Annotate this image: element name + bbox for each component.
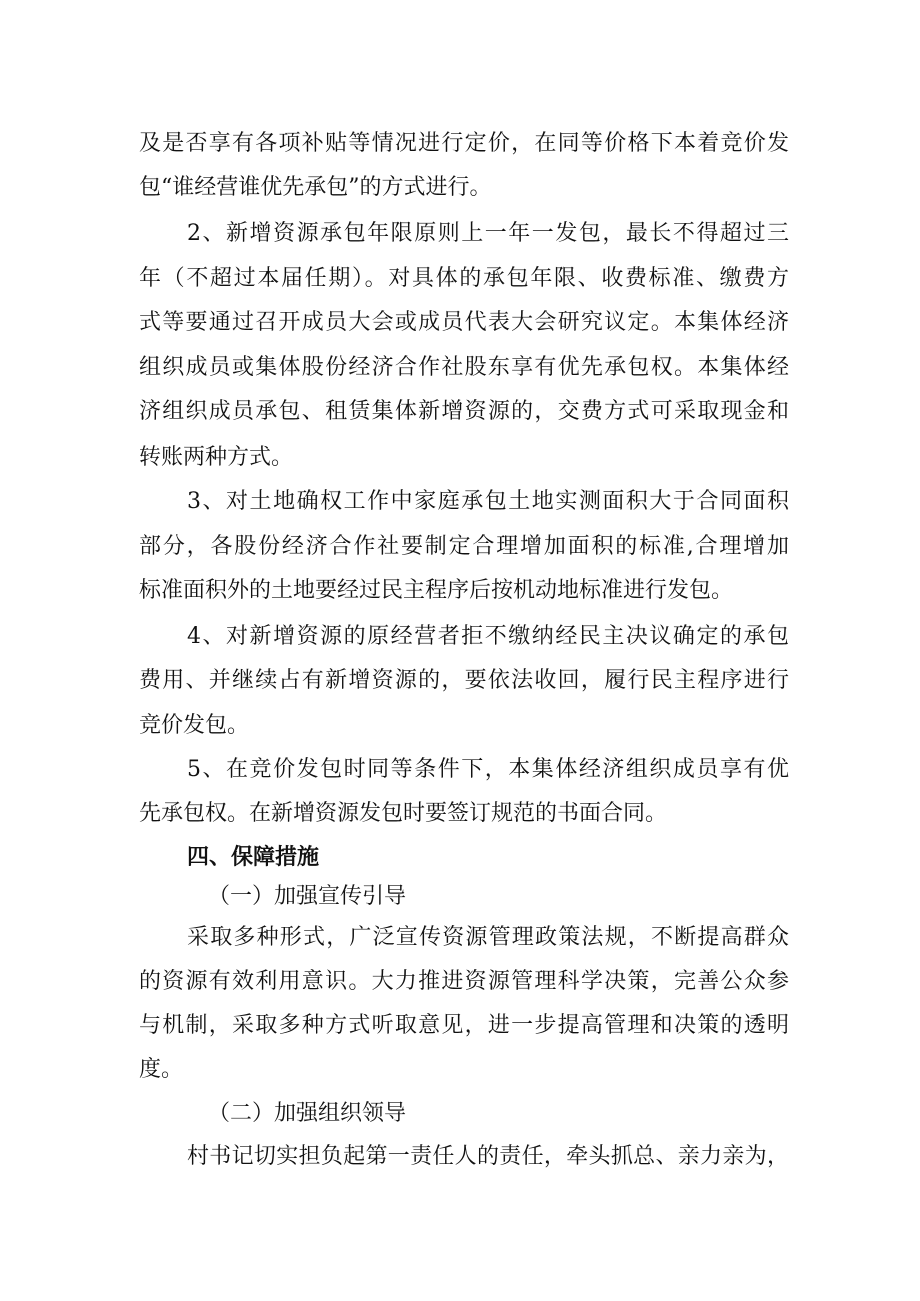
- paragraph-line: 2、新增资源承包年限原则上一年一发包，最长不得超过三: [187, 221, 789, 246]
- paragraph-line: 3、对土地确权工作中家庭承包土地实测面积大于合同面积: [187, 489, 789, 514]
- paragraph-line: 的资源有效利用意识。大力推进资源管理科学决策，完善公众参: [139, 969, 789, 994]
- paragraph-line: 及是否享有各项补贴等情况进行定价，在同等价格下本着竞价发: [139, 131, 789, 156]
- paragraph-line: 5、在竞价发包时同等条件下，本集体经济组织成员享有优: [187, 757, 789, 782]
- subsection-heading: （二）加强组织领导: [208, 1101, 407, 1126]
- paragraph-line: 转账两种方式。: [139, 445, 294, 470]
- paragraph-line: 与机制，采取多种方式听取意见，进一步提高管理和决策的透明: [139, 1013, 789, 1038]
- subsection-heading: （一）加强宣传引导: [208, 884, 407, 909]
- paragraph-line: 年（不超过本届任期）。对具体的承包年限、收费标准、缴费方: [139, 266, 789, 291]
- paragraph-line: 部分，各股份经济合作社要制定合理增加面积的标准,合理增加: [139, 534, 789, 559]
- paragraph-line: 竞价发包。: [139, 713, 250, 738]
- paragraph-line: 济组织成员承包、租赁集体新增资源的，交费方式可采取现金和: [139, 399, 789, 424]
- section-heading: 四、保障措施: [187, 845, 320, 870]
- paragraph-line: 标准面积外的土地要经过民主程序后按机动地标准进行发包。: [139, 578, 734, 603]
- paragraph-line: 村书记切实担负起第一责任人的责任，牵头抓总、亲力亲为，: [187, 1144, 789, 1169]
- paragraph-line: 费用、并继续占有新增资源的，要依法收回，履行民主程序进行: [139, 668, 789, 693]
- paragraph-line: 度。: [139, 1057, 184, 1082]
- paragraph-line: 先承包权。在新增资源发包时要签订规范的书面合同。: [139, 801, 668, 826]
- paragraph-line: 4、对新增资源的原经营者拒不缴纳经民主决议确定的承包: [187, 624, 789, 649]
- paragraph-line: 包“谁经营谁优先承包”的方式进行。: [139, 175, 492, 200]
- paragraph-line: 组织成员或集体股份经济合作社股东享有优先承包权。本集体经: [139, 355, 789, 380]
- paragraph-line: 式等要通过召开成员大会或成员代表大会研究议定。本集体经济: [139, 310, 789, 335]
- paragraph-line: 采取多种形式，广泛宣传资源管理政策法规，不断提高群众: [187, 925, 789, 950]
